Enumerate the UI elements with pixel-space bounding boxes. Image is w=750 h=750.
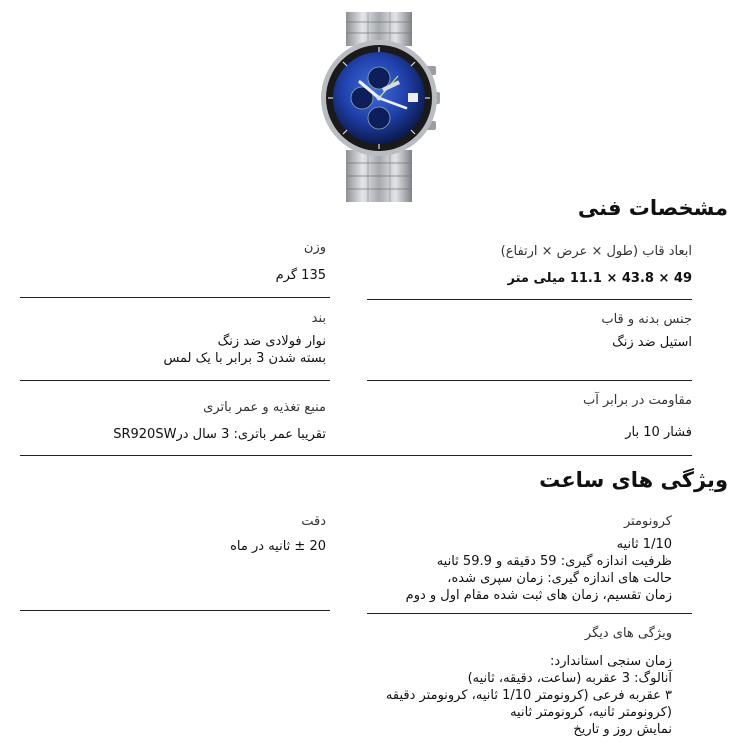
weight-label: وزن	[303, 240, 326, 255]
section-divider	[20, 455, 692, 456]
weight-value: 135 گرم	[275, 268, 326, 283]
technical-specs-heading: مشخصات فنی	[577, 196, 728, 220]
other-feature-line: زمان سنجی استاندارد:	[550, 654, 672, 669]
chronograph-line: 1/10 ثانیه	[616, 537, 672, 552]
band-line: نوار فولادی ضد زنگ	[217, 334, 326, 349]
chronograph-line: ظرفیت اندازه گیری: 59 دقیقه و 59.9 ثانیه	[436, 554, 672, 569]
water-resistance-value: فشار 10 بار	[625, 425, 692, 440]
power-value: تقریبا عمر باتری: 3 سال درSR920SW	[113, 427, 326, 442]
other-feature-line: (کرونومتر ثانیه، کرونومتر ثانیه	[510, 705, 672, 720]
divider	[367, 299, 692, 300]
case-size-label: ابعاد قاب (طول × عرض × ارتفاع)	[500, 244, 692, 259]
band-line: بسته شدن 3 برابر با یک لمس	[163, 351, 326, 366]
divider	[367, 613, 692, 614]
chronograph-line: حالت های اندازه گیری: زمان سپری شده،	[447, 571, 672, 586]
chronograph-value	[406, 536, 672, 604]
chronograph-line: زمان تقسیم، زمان های ثبت شده مقام اول و دوم	[405, 588, 672, 603]
band-label: بند	[311, 311, 326, 326]
divider	[367, 380, 692, 381]
divider	[20, 297, 330, 298]
band-value	[163, 333, 326, 367]
other-features-value	[386, 653, 672, 738]
watch-image	[300, 0, 460, 205]
accuracy-value: 20 ± ثانیه در ماه	[230, 539, 326, 554]
other-features-label: ویژگی های دیگر	[584, 626, 672, 641]
water-resistance-label: مقاومت در برابر آب	[582, 393, 692, 408]
watch-features-heading: ویژگی های ساعت	[539, 468, 728, 492]
case-size-value: 49 × 43.8 × 11.1 میلی متر	[507, 271, 692, 286]
product-watch-image	[300, 0, 460, 205]
other-feature-line: نمایش روز و تاریخ	[573, 722, 672, 737]
accuracy-label: دقت	[301, 514, 326, 529]
case-material-value: استیل ضد زنگ	[612, 335, 692, 350]
other-feature-line: آنالوگ: 3 عقربه (ساعت، دقیقه، ثانیه)	[467, 671, 672, 686]
divider	[20, 610, 330, 611]
divider	[20, 380, 330, 381]
other-feature-line: ۳ عقربه فرعی (کرونومتر 1/10 ثانیه، کرونومتر دقیقه	[385, 688, 672, 703]
chronograph-label: کرونومتر	[623, 514, 672, 529]
case-material-label: جنس بدنه و قاب	[601, 312, 692, 327]
power-label: منبع تغذیه و عمر باتری	[203, 400, 326, 415]
